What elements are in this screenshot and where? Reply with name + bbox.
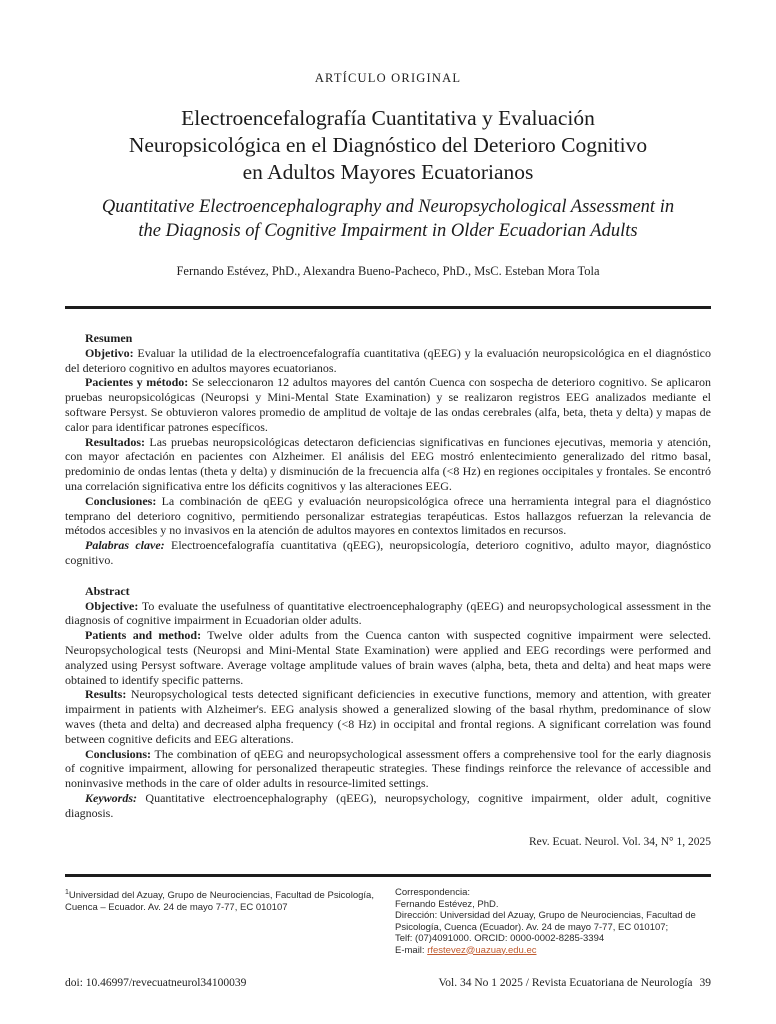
title-spanish-line-2: Neuropsicológica en el Diagnóstico del Deterioro Cognitivo <box>128 133 648 157</box>
correspondence-block <box>395 887 711 956</box>
abstract-objective-paragraph <box>65 599 711 629</box>
doi-text: doi: 10.46997/revecuatneurol34100039 <box>65 977 247 989</box>
bottom-line <box>65 976 711 990</box>
resumen-metodo-paragraph <box>65 375 711 434</box>
resumen-metodo-text: Se seleccionaron 12 adultos mayores del cantón Cuenca con sospecha de deterioro cognitivo. Se aplicaron pruebas neuropsicológicas (Neuropsi y Mini-Mental State Examination) y se realizaron registros EEG analizados mediante el software Persyst. Se obtuvieron valores promedio de amplitud de voltaje de las ondas cerebrales (alfa, beta, theta y delta) y mapas de calor para identificar patrones específicos. <box>65 375 711 434</box>
article-category: ARTÍCULO ORIGINAL <box>314 71 462 85</box>
abstract-method-text: Twelve older adults from the Cuenca canton with suspected cognitive impairment were selected. Neuropsychological tests (Neuropsi and Mini-Mental State Examination) were applied and EEG recordings were performed and analyzed using Persyst software. Average voltage amplitude values of brain waves (alpha, beta, theta and delta) and heat maps were obtained to identify specific patterns. <box>65 628 711 687</box>
affiliation-block <box>65 887 385 956</box>
resumen-conclusiones-label: Conclusiones: <box>85 493 157 508</box>
abstract-method-paragraph <box>65 628 711 687</box>
abstract-keywords-label: Keywords: <box>85 790 137 805</box>
correspondence-name: Fernando Estévez, PhD. <box>395 898 499 910</box>
journal-citation: Rev. Ecuat. Neurol. Vol. 34, N° 1, 2025 <box>529 835 711 848</box>
title-english-line-1: Quantitative Electroencephalography and Neuropsychological Assessment in <box>101 197 675 217</box>
footer <box>65 887 711 956</box>
correspondence-phone-orcid: Telf: (07)4091000. ORCID: 0000-0002-8285-3394 <box>395 933 605 944</box>
title-english-line-2: the Diagnosis of Cognitive Impairment in Older Ecuadorian Adults <box>138 221 638 241</box>
abstract-keywords-paragraph <box>65 791 711 821</box>
page-number: 39 <box>699 977 711 989</box>
abstract-method-label: Patients and method: <box>85 628 202 643</box>
abstract-objective-label: Objective: <box>85 598 139 613</box>
correspondence-email-line <box>395 945 711 957</box>
abstract-results-label: Results: <box>85 687 127 702</box>
abstract-objective-text: To evaluate the usefulness of quantitative electroencephalography (qEEG) and neuropsychological assessment in the diagnosis of cognitive impairment in Ecuadorian older adults. <box>65 598 711 628</box>
correspondence-address: Dirección: Universidad del Azuay, Grupo de Neurociencias, Facultad de Psicología, Cuenca (Ecuador). Av. 24 de mayo 7-77, EC 010107; <box>395 910 696 933</box>
title-spanish-line-3: en Adultos Mayores Ecuatorianos <box>242 160 534 184</box>
abstract-conclusions-text: The combination of qEEG and neuropsychological assessment offers a comprehensive tool for the early diagnosis of cognitive impairment, allowing for personalized therapeutic strategies. These findings reinforce the relevance of accessible and noninvasive methods in the care of older adults in resource-limited settings. <box>65 746 711 791</box>
resumen-resultados-paragraph <box>65 435 711 494</box>
resumen-objetivo-label: Objetivo: <box>85 345 134 360</box>
resumen-conclusiones-text: La combinación de qEEG y evaluación neuropsicológica ofrece una herramienta integral para el diagnóstico temprano del deterioro cognitivo, permitiendo personalizar estrategias terapéuticas. Estos hallazgos refuerzan la relevancia de métodos accesibles y no invasivos en la atención de adultos mayores en contextos limitados en recursos. <box>65 493 711 538</box>
resumen-resultados-text: Las pruebas neuropsicológicas detectaron deficiencias significativas en funciones ejecutivas, memoria y atención, con mayor afectación en pacientes con Alzheimer. El análisis del EEG mostró enlentecimiento generalizado del ritmo basal, predominio de ondas lentas (theta y delta) y disminución de la frecuencia alfa (<8 Hz) en regiones occipitales y frontales. Se encontró una correlación significativa entre los déficits cognitivos y las alteraciones EEG. <box>65 434 711 493</box>
journal-ref <box>438 976 711 990</box>
resumen-keywords-label: Palabras clave: <box>85 538 165 553</box>
resumen-metodo-label: Pacientes y método: <box>85 375 189 390</box>
abstract-results-paragraph <box>65 687 711 746</box>
divider-rule-footer <box>65 874 711 877</box>
abstract-heading: Abstract <box>85 583 130 598</box>
resumen-objetivo-text: Evaluar la utilidad de la electroencefalografía cuantitativa (qEEG) y la evaluación neuropsicológica en el diagnóstico del deterioro cognitivo en adultos mayores ecuatorianos. <box>65 345 711 375</box>
resumen-keywords-text: Electroencefalografía cuantitativa (qEEG), neuropsicología, deterioro cognitivo, adulto mayor, diagnóstico cognitivo. <box>65 538 711 567</box>
authors-line: Fernando Estévez, PhD., Alexandra Bueno-Pacheco, PhD., MsC. Esteban Mora Tola <box>176 264 600 278</box>
resumen-resultados-label: Resultados: <box>85 434 146 449</box>
correspondence-heading: Correspondencia: <box>395 887 470 898</box>
article-content <box>0 71 776 849</box>
affiliation-marker: 1 <box>65 889 69 896</box>
resumen-objetivo-paragraph <box>65 346 711 376</box>
abstract-conclusions-label: Conclusions: <box>85 746 152 761</box>
abstract-keywords-text: Quantitative electroencephalography (qEEG), neuropsychology, cognitive impairment, older adult, cognitive diagnosis. <box>65 790 711 820</box>
title-english <box>65 195 711 243</box>
journal-ref-text: Vol. 34 No 1 2025 / Revista Ecuatoriana de Neurología <box>438 977 693 989</box>
email-label: E-mail: <box>395 944 428 956</box>
abstract-conclusions-paragraph <box>65 747 711 791</box>
email-link[interactable]: rfestevez@uazuay.edu.ec <box>427 944 537 956</box>
divider-rule-top <box>65 306 711 309</box>
resumen-heading: Resumen <box>85 331 133 345</box>
title-spanish <box>65 105 711 186</box>
abstract-results-text: Neuropsychological tests detected significant deficiencies in executive functions, memory and attention, with greater impairment in patients with Alzheimer's. EEG analysis showed a generalized slowing of the basal rhythm, predominance of slow waves (theta and delta) and decreased alpha frequency (<8 Hz) in occipital and frontal regions. A significant correlation was found between cognitive deficits and EEG alterations. <box>65 687 711 746</box>
resumen-conclusiones-paragraph <box>65 494 711 538</box>
title-spanish-line-1: Electroencefalografía Cuantitativa y Evaluación <box>181 106 595 130</box>
affiliation-text: Universidad del Azuay, Grupo de Neurociencias, Facultad de Psicología, Cuenca – Ecuador. Av. 24 de mayo 7-77, EC 010107 <box>65 890 374 913</box>
resumen-keywords-paragraph <box>65 538 711 568</box>
